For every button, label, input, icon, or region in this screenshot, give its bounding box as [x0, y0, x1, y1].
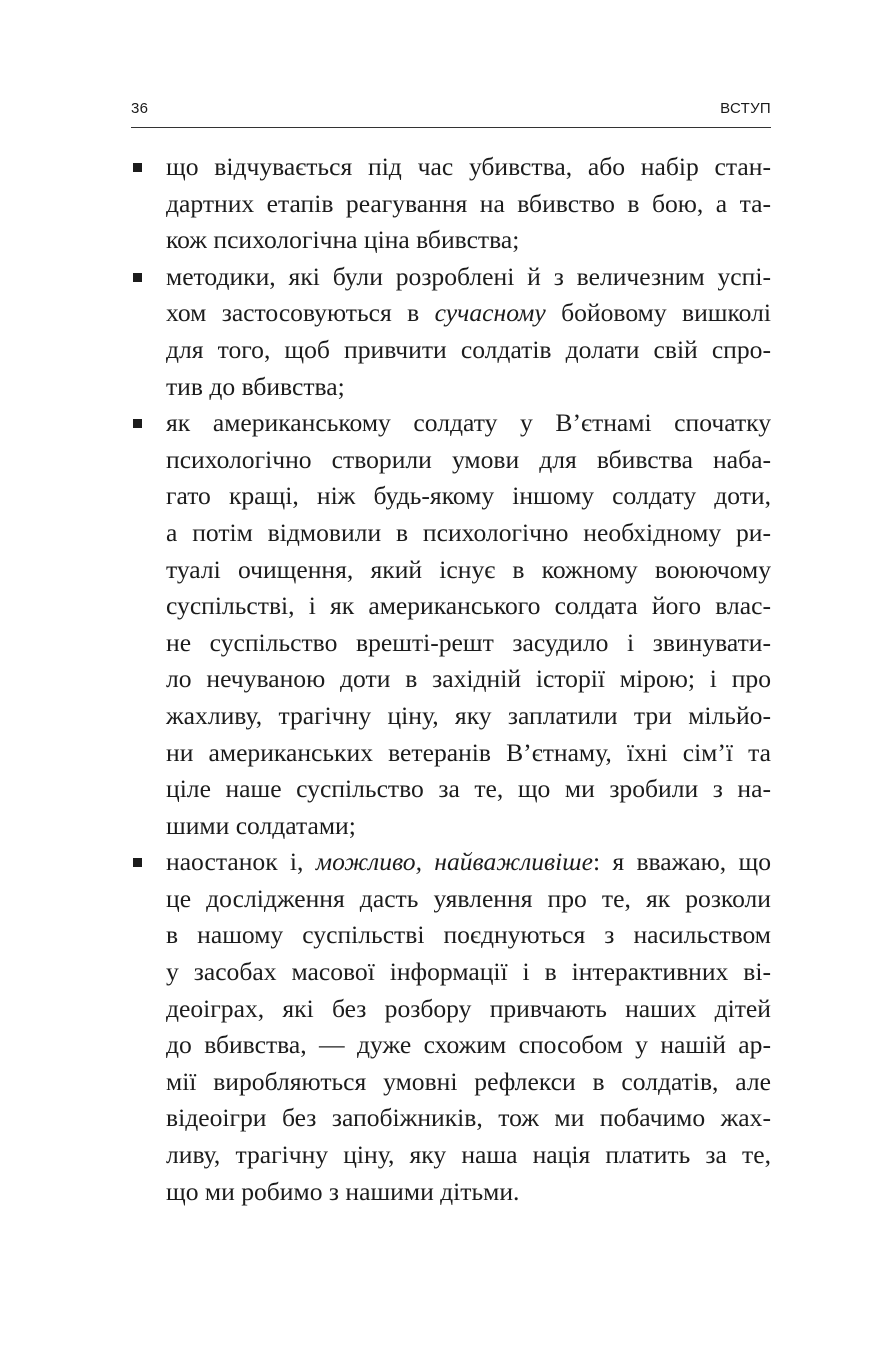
- text-line: в нашому суспільстві поєднуються з насильством: [166, 920, 771, 950]
- bullet-item-4: [131, 844, 771, 1210]
- square-bullet-icon: [133, 858, 142, 867]
- section-title: ВСТУП: [720, 100, 771, 117]
- text-line: це дослідження дасть уявлення про те, як розколи: [166, 883, 771, 913]
- text-run: : я вважаю, що: [592, 847, 771, 877]
- text-line: деоіграх, які без розбору привчають наших дітей: [166, 993, 771, 1023]
- text-line: мії виробляються умовні рефлекси в солдатів, але: [166, 1066, 771, 1096]
- text-line: ни американських ветеранів В’єтнаму, їхні сім’ї та: [166, 737, 771, 767]
- text-line: відеоігри без запобіжників, тож ми побачимо жах-: [166, 1103, 771, 1133]
- text-line: дартних етапів реагування на вбивство в бою, а та-: [166, 188, 771, 218]
- text-line: для того, щоб привчити солдатів долати свій спро-: [166, 334, 771, 364]
- text-line: [166, 844, 771, 881]
- text-line: ливу, трагічну ціну, яку наша нація платить за те,: [166, 1140, 771, 1170]
- text-line: жахливу, трагічну ціну, яку заплатили три мільйо-: [166, 700, 771, 730]
- text-line: як американському солдату у В’єтнамі спочатку: [166, 408, 771, 438]
- italic-emphasis: сучасному: [434, 298, 546, 328]
- text-line: гато кращі, ніж будь-якому іншому солдату доти,: [166, 481, 771, 511]
- text-line: кож психологічна ціна вбивства;: [166, 225, 520, 255]
- square-bullet-icon: [133, 419, 142, 428]
- text-line: [166, 295, 771, 332]
- text-line: ло нечуваною доти в західній історії мірою; і про: [166, 664, 771, 694]
- text-line: не суспільство врешті-решт засудило і звинувати-: [166, 627, 771, 657]
- text-line: тив до вбивства;: [166, 371, 345, 401]
- text-line: психологічно створили умови для вбивства наба-: [166, 444, 771, 474]
- bullet-item-2: [131, 259, 771, 405]
- square-bullet-icon: [133, 273, 142, 282]
- text-line: суспільстві, і як американського солдата його влас-: [166, 591, 771, 621]
- running-head: [131, 96, 771, 120]
- text-line: а потім відмовили в психологічно необхідному ри-: [166, 517, 771, 547]
- bullet-item-1: [131, 149, 771, 259]
- text-line: туалі очищення, який існує в кожному воюючому: [166, 554, 771, 584]
- text-line: що відчувається під час убивства, або набір стан-: [166, 152, 771, 181]
- text-run: бойовому вишколі: [545, 298, 771, 328]
- text-line: ціле наше суспільство за те, що ми зробили з на-: [166, 774, 771, 804]
- header-rule: [131, 127, 771, 128]
- square-bullet-icon: [133, 163, 142, 172]
- text-line: методики, які були розроблені й з величезним успі-: [166, 261, 771, 291]
- text-line: шими солдатами;: [166, 810, 356, 840]
- text-line: що ми робимо з нашими дітьми.: [166, 1176, 520, 1206]
- text-run: наостанок і,: [166, 847, 316, 877]
- bullet-list: [131, 149, 771, 1210]
- text-line: до вбивства, — дуже схожим способом у нашій ар-: [166, 1030, 771, 1060]
- page-number: 36: [131, 100, 149, 117]
- bullet-item-3: [131, 405, 771, 844]
- italic-emphasis: можливо, найважливіше: [315, 847, 593, 877]
- text-run: хом застосовуються в: [166, 298, 435, 328]
- text-line: у засобах масової інформації і в інтерактивних ві-: [166, 957, 771, 987]
